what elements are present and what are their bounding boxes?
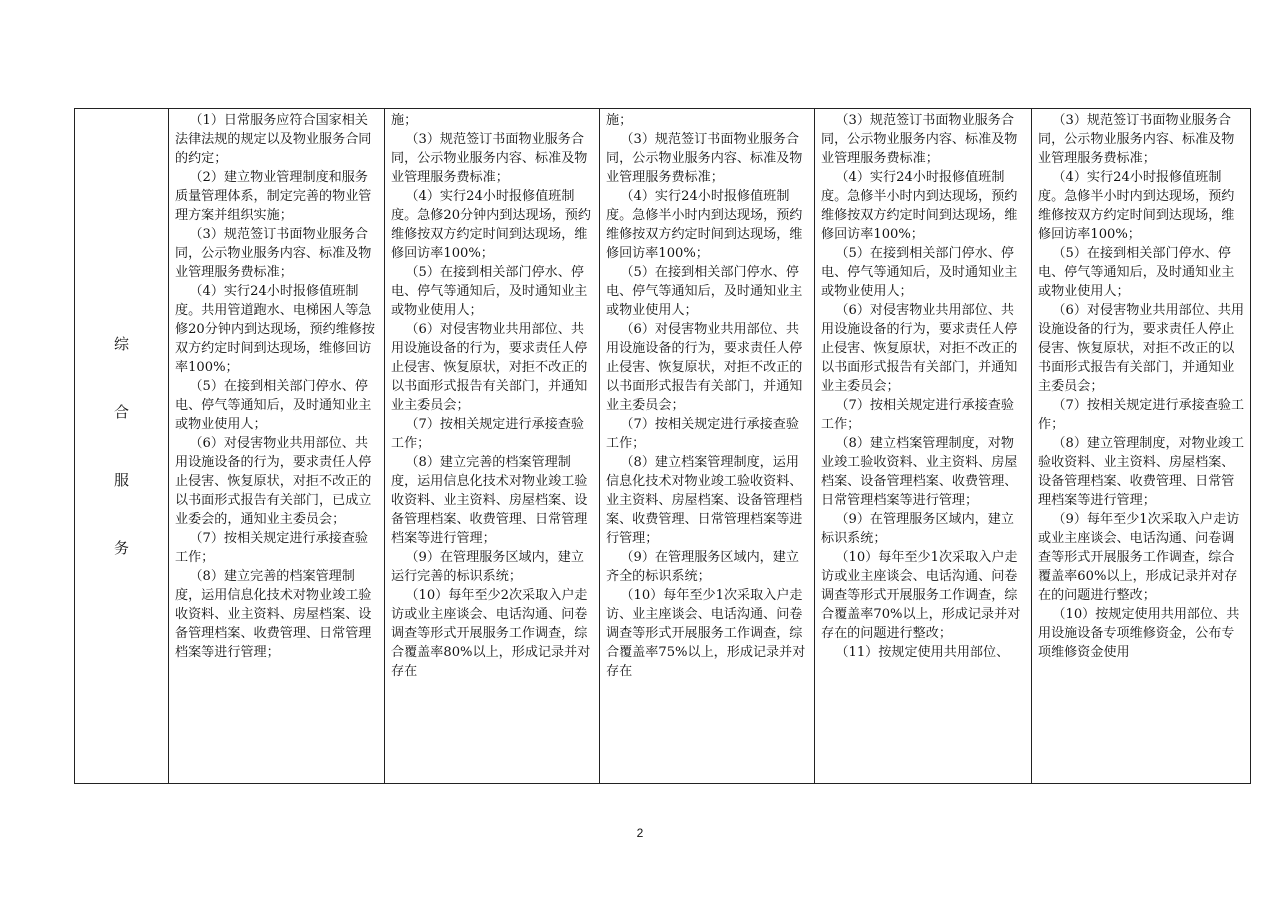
standard-cell-1 <box>169 109 385 784</box>
clause-item: （5）在接到相关部门停水、停电、停气等通知后，及时通知业主或物业使用人； <box>606 265 803 318</box>
cell-text <box>606 111 810 781</box>
category-char: 服 <box>113 471 129 489</box>
category-char: 合 <box>113 403 129 421</box>
clause-item: （2）建立物业管理制度和服务质量管理体系，制定完善的物业管理方案并组织实施； <box>175 170 372 223</box>
clause-item: （9）在管理服务区域内，建立运行完善的标识系统； <box>391 550 584 584</box>
clause-item: （3）规范签订书面物业服务合同，公示物业服务内容、标准及物业管理服务费标准； <box>606 132 803 185</box>
clause-item: （10）按规定使用共用部位、共用设施设备专项维修资金，公布专项维修资金使用 <box>1038 607 1240 660</box>
clause-item: （5）在接到相关部门停水、停电、停气等通知后，及时通知业主或物业使用人； <box>391 265 588 318</box>
category-char: 综 <box>113 335 129 353</box>
table-row <box>75 109 1251 784</box>
clause-item: （4）实行24小时报修值班制度。急修半小时内到达现场，预约维修按双方约定时间到达现场，维修回访率100%； <box>606 189 803 261</box>
category-cell <box>75 109 169 784</box>
clause-item: （9）在管理服务区域内，建立齐全的标识系统； <box>606 550 799 584</box>
clause-item: （6）对侵害物业共用部位、共用设施设备的行为，要求责任人停止侵害、恢复原状，对拒不改正的以书面形式报告有关部门，已成立业委会的，通知业主委员会； <box>175 436 372 527</box>
cell-text <box>175 111 380 781</box>
clause-item: （7）按相关规定进行承接查验工作； <box>821 398 1014 432</box>
page-number: 2 <box>636 826 644 840</box>
clause-item: （6）对侵害物业共用部位、共用设施设备的行为，要求责任人停止侵害、恢复原状，对拒不改正的以书面形式报告有关部门，并通知业主委员会； <box>606 322 803 413</box>
clause-item: （8）建立完善的档案管理制度，运用信息化技术对物业竣工验收资料、业主资料、房屋档案、设备管理档案、收费管理、日常管理档案等进行管理； <box>175 569 372 660</box>
clause-item: （6）对侵害物业共用部位、共用设施设备的行为，要求责任人停止侵害、恢复原状，对拒不改正的以书面形式报告有关部门，并通知业主委员会； <box>391 322 588 413</box>
clause-item: （3）规范签订书面物业服务合同，公示物业服务内容、标准及物业管理服务费标准； <box>1038 113 1235 166</box>
clause-item: （3）规范签订书面物业服务合同，公示物业服务内容、标准及物业管理服务费标准； <box>821 113 1018 166</box>
clause-item: 施； <box>606 113 633 128</box>
clause-item: （4）实行24小时报修值班制度。共用管道跑水、电梯困人等急修20分钟内到达现场，预约维修按双方约定时间到达现场，维修回访率100%； <box>175 284 375 375</box>
clause-item: （9）每年至少1次采取入户走访或业主座谈会、电话沟通、问卷调查等形式开展服务工作调查，综合覆盖率60%以上，形成记录并对存在的问题进行整改； <box>1038 512 1240 603</box>
clause-item: （8）建立完善的档案管理制度，运用信息化技术对物业竣工验收资料、业主资料、房屋档案、设备管理档案、收费管理、日常管理档案等进行管理； <box>391 455 588 546</box>
clause-item: （5）在接到相关部门停水、停电、停气等通知后，及时通知业主或物业使用人； <box>1038 246 1235 299</box>
clause-item: （6）对侵害物业共用部位、共用设施设备的行为，要求责任人停止侵害、恢复原状，对拒不改正的以书面形式报告有关部门，并通知业主委员会； <box>821 303 1018 394</box>
clause-item: （10）每年至少2次采取入户走访或业主座谈会、电话沟通、问卷调查等形式开展服务工作调查，综合覆盖率80%以上，形成记录并对存在 <box>391 588 591 679</box>
cell-text <box>821 111 1027 781</box>
category-char: 务 <box>113 539 129 557</box>
clause-item: （1）日常服务应符合国家相关法律法规的规定以及物业服务合同的约定； <box>175 113 372 166</box>
clause-item: （3）规范签订书面物业服务合同，公示物业服务内容、标准及物业管理服务费标准； <box>391 132 588 185</box>
cell-text <box>1038 111 1246 781</box>
service-standard-table <box>74 108 1251 784</box>
standard-cell-4 <box>815 109 1032 784</box>
clause-item: （7）按相关规定进行承接查验工作； <box>606 417 799 451</box>
standard-cell-3 <box>600 109 815 784</box>
clause-item: （3）规范签订书面物业服务合同，公示物业服务内容、标准及物业管理服务费标准； <box>175 227 372 280</box>
clause-item: （8）建立档案管理制度，对物业竣工验收资料、业主资料、房屋档案、设备管理档案、收费管理、日常管理档案等进行管理； <box>821 436 1018 508</box>
clause-item: （11）按规定使用共用部位、 <box>835 645 1010 660</box>
clause-item: （5）在接到相关部门停水、停电、停气等通知后，及时通知业主或物业使用人； <box>821 246 1018 299</box>
clause-item: （5）在接到相关部门停水、停电、停气等通知后，及时通知业主或物业使用人； <box>175 379 372 432</box>
clause-item: （9）在管理服务区域内，建立标识系统； <box>821 512 1014 546</box>
clause-item: （4）实行24小时报修值班制度。急修半小时内到达现场，预约维修按双方约定时间到达现场，维修回访率100%； <box>1038 170 1235 242</box>
clause-item: （7）按相关规定进行承接查验工作； <box>391 417 584 451</box>
standard-cell-5 <box>1032 109 1251 784</box>
clause-item: （10）每年至少1次采取入户走访或业主座谈会、电话沟通、问卷调查等形式开展服务工作调查，综合覆盖率70%以上，形成记录并对存在的问题进行整改； <box>821 550 1021 641</box>
clause-item: （8）建立档案管理制度，运用信息化技术对物业竣工验收资料、业主资料、房屋档案、设备管理档案、收费管理、日常管理档案等进行管理； <box>606 455 803 546</box>
clause-item: （7）按相关规定进行承接查验工作； <box>1038 398 1245 432</box>
clause-item: （4）实行24小时报修值班制度。急修20分钟内到达现场，预约维修按双方约定时间到达现场，维修回访率100%； <box>391 189 591 261</box>
clause-item: 施； <box>391 113 418 128</box>
clause-item: （4）实行24小时报修值班制度。急修半小时内到达现场，预约维修按双方约定时间到达现场，维修回访率100%； <box>821 170 1018 242</box>
clause-item: （6）对侵害物业共用部位、共用设施设备的行为，要求责任人停止侵害、恢复原状，对拒不改正的以书面形式报告有关部门，并通知业主委员会； <box>1038 303 1245 394</box>
clause-item: （10）每年至少1次采取入户走访、业主座谈会、电话沟通、问卷调查等形式开展服务工作调查，综合覆盖率75%以上，形成记录并对存在 <box>606 588 806 679</box>
standard-cell-2 <box>385 109 600 784</box>
clause-item: （8）建立管理制度，对物业竣工验收资料、业主资料、房屋档案、设备管理档案、收费管理、日常管理档案等进行管理； <box>1038 436 1245 508</box>
cell-text <box>391 111 595 781</box>
clause-item: （7）按相关规定进行承接查验工作； <box>175 531 368 565</box>
